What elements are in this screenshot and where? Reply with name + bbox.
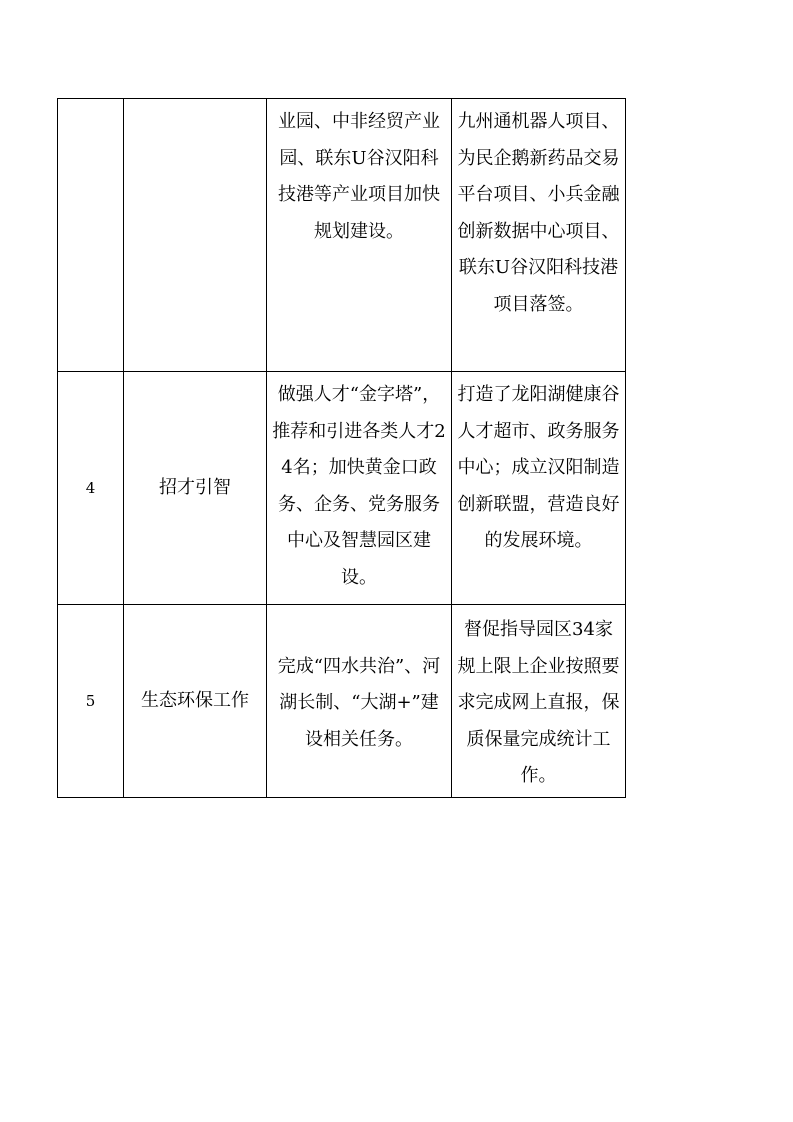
row-number-cell: 4 [58, 372, 124, 605]
results-text: 九州通机器人项目、为民企鹅新药品交易平台项目、小兵金融创新数据中心项目、联东U谷汉阳科技港项目落签。 [457, 111, 620, 315]
item-cell: 生态环保工作 [124, 605, 267, 798]
results-text: 督促指导园区34家规上限上企业按照要求完成网上直报，保质保量完成统计工作。 [457, 619, 620, 787]
table-row [58, 99, 626, 372]
results-text: 打造了龙阳湖健康谷人才超市、政务服务中心；成立汉阳制造创新联盟，营造良好的发展环境。 [457, 384, 620, 551]
work-table [57, 98, 626, 798]
table-row [58, 605, 626, 798]
row-number-cell [58, 99, 124, 372]
measures-cell [267, 99, 452, 372]
table-row [58, 372, 626, 605]
measures-cell [267, 605, 452, 798]
item-cell [124, 99, 267, 372]
measures-cell [267, 372, 452, 605]
results-cell [452, 372, 626, 605]
results-cell [452, 605, 626, 798]
measures-text: 业园、中非经贸产业园、联东U谷汉阳科技港等产业项目加快规划建设。 [278, 111, 440, 242]
item-cell: 招才引智 [124, 372, 267, 605]
measures-text: 完成“四水共治”、河湖长制、“大湖+”建设相关任务。 [277, 655, 441, 750]
results-cell [452, 99, 626, 372]
row-number-cell: 5 [58, 605, 124, 798]
measures-text: 做强人才“金字塔”，推荐和引进各类人才24名；加快黄金口政务、企务、党务服务中心及智慧园区建设。 [272, 384, 446, 588]
